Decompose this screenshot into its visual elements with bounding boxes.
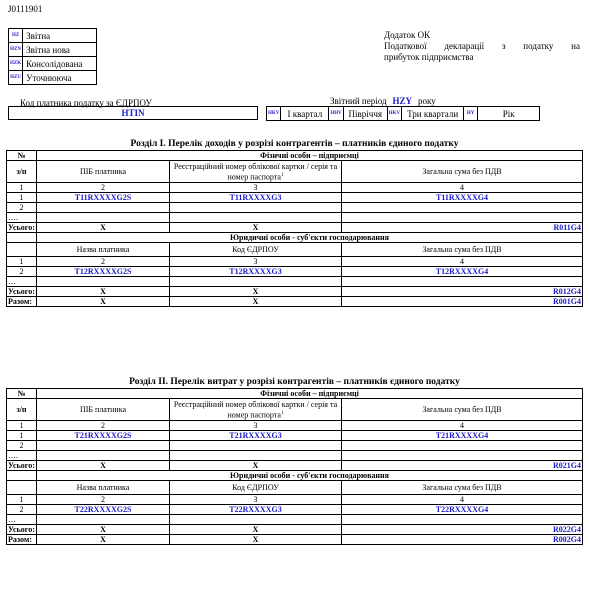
empty-cell[interactable] <box>170 203 342 213</box>
edrpou-field[interactable]: T12RXXXXG3 <box>170 267 342 277</box>
payer-name-field[interactable]: T22RXXXXG2S <box>37 505 170 515</box>
grand-total-label: Разом: <box>7 535 37 545</box>
col-header-edrpou: Код ЄДРПОУ <box>170 481 342 495</box>
report-type-label: Уточнююча <box>23 71 97 85</box>
col-header-name: Назва платника <box>37 243 170 257</box>
empty-cell <box>7 233 37 243</box>
grand-total-field[interactable]: R002G4 <box>342 535 583 545</box>
col-number: 2 <box>37 421 170 431</box>
report-type-row[interactable] <box>9 71 97 85</box>
col-number: 1 <box>7 183 37 193</box>
empty-cell <box>342 213 583 223</box>
x-mark: X <box>37 223 170 233</box>
section-1-table <box>6 150 583 307</box>
amount-field[interactable]: T12RXXXXG4 <box>342 267 583 277</box>
addendum-line: прибуток підприємства <box>384 52 474 62</box>
addendum-line: Податкової декларації з податку на <box>384 41 580 51</box>
report-type-table <box>8 28 97 85</box>
report-period-caption: Звітний період <box>330 96 387 106</box>
taxpayer-code-field[interactable]: HTIN <box>8 106 258 120</box>
col-number: 1 <box>7 257 37 267</box>
subtotal-field[interactable]: R021G4 <box>342 461 583 471</box>
empty-cell <box>170 213 342 223</box>
subtotal-row <box>7 525 583 535</box>
x-mark: X <box>170 535 342 545</box>
num-sub-header: з/п <box>7 161 37 183</box>
amount-field[interactable]: T21RXXXXG4 <box>342 431 583 441</box>
subtotal-label: Усього: <box>8 223 35 232</box>
empty-cell[interactable] <box>342 203 583 213</box>
x-mark: X <box>170 525 342 535</box>
col-header-reg-number-text: Реєстраційний номер облікової картки / серія та номер паспорта <box>173 161 338 182</box>
period-code: HKV <box>387 107 401 121</box>
num-header: № <box>7 389 37 399</box>
grand-total-row <box>7 297 583 307</box>
grand-total-row <box>7 535 583 545</box>
report-year-suffix: року <box>418 96 436 106</box>
row-number: 2 <box>7 505 37 515</box>
empty-cell <box>7 481 37 495</box>
x-mark: X <box>170 461 342 471</box>
x-mark: X <box>37 535 170 545</box>
section-2-table <box>6 388 583 545</box>
col-number: 2 <box>37 183 170 193</box>
table-row <box>7 203 583 213</box>
period-code: HKV <box>267 107 281 121</box>
addendum-note <box>384 30 580 63</box>
x-mark: X <box>170 297 342 307</box>
col-number: 2 <box>37 257 170 267</box>
empty-cell[interactable] <box>37 203 170 213</box>
x-mark: X <box>37 461 170 471</box>
table-row <box>7 431 583 441</box>
empty-cell <box>170 277 342 287</box>
period-option-half-year[interactable]: Півріччя <box>343 107 387 121</box>
col-header-name: Назва платника <box>37 481 170 495</box>
payer-name-field[interactable]: T21RXXXXG2S <box>37 431 170 441</box>
col-header-reg-number <box>170 399 342 421</box>
empty-cell <box>7 471 37 481</box>
x-mark: X <box>37 297 170 307</box>
period-option-year[interactable]: Рік <box>478 107 540 121</box>
period-code: HHV <box>329 107 343 121</box>
empty-cell <box>170 515 342 525</box>
payer-name-field[interactable]: T12RXXXXG2S <box>37 267 170 277</box>
empty-cell[interactable] <box>37 441 170 451</box>
col-header-amount: Загальна сума без ПДВ <box>342 481 583 495</box>
report-type-code: HZK <box>9 57 23 71</box>
empty-cell <box>342 515 583 525</box>
report-type-code: HZN <box>9 43 23 57</box>
table-row <box>7 441 583 451</box>
empty-cell[interactable] <box>170 441 342 451</box>
num-header: № <box>7 151 37 161</box>
row-ellipsis: …. <box>7 451 37 461</box>
report-type-label: Звітна <box>23 29 97 43</box>
reg-number-field[interactable]: T11RXXXXG3 <box>170 193 342 203</box>
col-number: 2 <box>37 495 170 505</box>
footnote-mark: 1 <box>280 410 284 416</box>
addendum-line: Додаток ОК <box>384 30 431 40</box>
row-number: 1 <box>7 193 37 203</box>
entities-title: Юридичні особи - суб'єкти господарювання <box>37 233 583 243</box>
x-mark: X <box>37 525 170 535</box>
table-row <box>7 515 583 525</box>
row-number: 2 <box>7 267 37 277</box>
table-row <box>7 451 583 461</box>
section-2-title: Розділ ІІ. Перелік витрат у розрізі контрагентів – платників єдиного податку <box>129 377 460 387</box>
col-header-amount: Загальна сума без ПДВ <box>342 243 583 257</box>
empty-cell <box>7 243 37 257</box>
col-number: 3 <box>170 257 342 267</box>
table-row <box>7 267 583 277</box>
empty-cell <box>37 515 170 525</box>
row-number: 2 <box>7 203 37 213</box>
col-header-name: ПІБ платника <box>37 161 170 183</box>
entities-title: Юридичні особи - суб'єкти господарювання <box>37 471 583 481</box>
report-type-row[interactable] <box>9 29 97 43</box>
col-number: 1 <box>7 495 37 505</box>
row-number: 2 <box>7 441 37 451</box>
subtotal-row <box>7 223 583 233</box>
report-type-label: Консолідована <box>23 57 97 71</box>
subtotal-field[interactable]: R011G4 <box>342 223 583 233</box>
section-1-title: Розділ І. Перелік доходів у розрізі контрагентів – платників єдиного податку <box>130 139 459 149</box>
col-number: 4 <box>342 495 583 505</box>
period-code: HY <box>464 107 478 121</box>
col-number: 3 <box>170 183 342 193</box>
table-row <box>7 193 583 203</box>
empty-cell <box>170 451 342 461</box>
amount-field[interactable]: T11RXXXXG4 <box>342 193 583 203</box>
report-period-label <box>330 96 436 106</box>
empty-cell <box>37 213 170 223</box>
col-number: 3 <box>170 495 342 505</box>
col-number: 4 <box>342 421 583 431</box>
report-year-field[interactable]: HZY <box>392 96 413 106</box>
col-header-reg-number-text: Реєстраційний номер облікової картки / серія та номер паспорта <box>173 399 338 420</box>
col-header-name: ПІБ платника <box>37 399 170 421</box>
report-period-table <box>266 106 540 121</box>
x-mark: X <box>170 287 342 297</box>
empty-cell <box>37 277 170 287</box>
individuals-title: Фізичні особи – підприємці <box>37 389 583 399</box>
subtotal-label: Усього: <box>8 287 35 296</box>
x-mark: X <box>170 223 342 233</box>
col-number: 1 <box>7 421 37 431</box>
col-header-amount: Загальна сума без ПДВ <box>342 399 583 421</box>
empty-cell <box>37 451 170 461</box>
report-type-label: Звітна нова <box>23 43 97 57</box>
subtotal-row <box>7 287 583 297</box>
subtotal-row <box>7 461 583 471</box>
report-type-row[interactable] <box>9 43 97 57</box>
col-number: 4 <box>342 183 583 193</box>
individuals-title: Фізичні особи – підприємці <box>37 151 583 161</box>
table-row <box>7 505 583 515</box>
taxpayer-code-label: Код платника податку за ЄДРПОУ <box>20 98 152 108</box>
subtotal-label: Усього: <box>8 461 35 470</box>
subtotal-field[interactable]: R022G4 <box>342 525 583 535</box>
grand-total-field[interactable]: R001G4 <box>342 297 583 307</box>
col-header-edrpou: Код ЄДРПОУ <box>170 243 342 257</box>
report-type-row[interactable] <box>9 57 97 71</box>
row-number: 1 <box>7 431 37 441</box>
grand-total-label: Разом: <box>7 297 37 307</box>
x-mark: X <box>37 287 170 297</box>
row-ellipsis: … <box>7 277 37 287</box>
subtotal-field[interactable]: R012G4 <box>342 287 583 297</box>
table-row <box>7 277 583 287</box>
subtotal-label: Усього: <box>8 525 35 534</box>
col-header-reg-number <box>170 161 342 183</box>
payer-name-field[interactable]: T11RXXXXG2S <box>37 193 170 203</box>
row-ellipsis: …. <box>7 213 37 223</box>
document-code: J0111901 <box>8 4 43 14</box>
col-number: 4 <box>342 257 583 267</box>
empty-cell[interactable] <box>342 441 583 451</box>
amount-field[interactable]: T22RXXXXG4 <box>342 505 583 515</box>
num-sub-header: з/п <box>7 399 37 421</box>
table-row <box>7 213 583 223</box>
reg-number-field[interactable]: T21RXXXXG3 <box>170 431 342 441</box>
footnote-mark: 1 <box>280 172 284 178</box>
period-option-nine-months[interactable]: Три квартали <box>402 107 464 121</box>
period-option-q1[interactable]: І квартал <box>281 107 329 121</box>
report-type-code: HZU <box>9 71 23 85</box>
report-type-code: HZ <box>9 29 23 43</box>
empty-cell <box>342 451 583 461</box>
row-ellipsis: … <box>7 515 37 525</box>
empty-cell <box>342 277 583 287</box>
col-header-amount: Загальна сума без ПДВ <box>342 161 583 183</box>
edrpou-field[interactable]: T22RXXXXG3 <box>170 505 342 515</box>
col-number: 3 <box>170 421 342 431</box>
